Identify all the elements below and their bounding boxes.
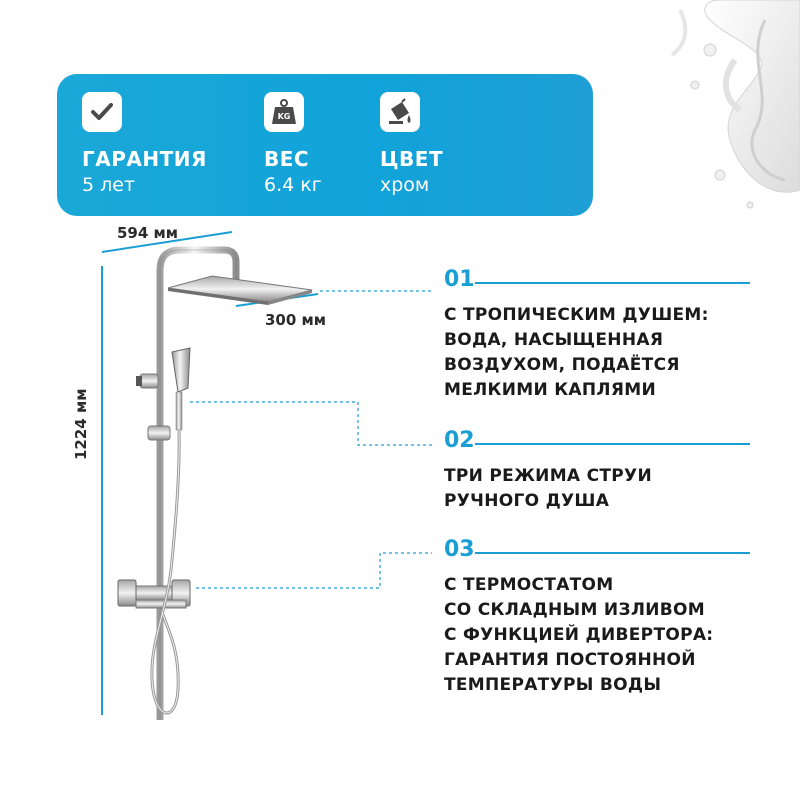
folding-spout [136,600,186,608]
spec-title: ВЕС [264,147,310,171]
wall-bracket-upper [140,374,158,388]
head-dimension-label: 300 мм [265,311,327,329]
feature-divider [444,282,750,284]
riser-pipe [160,250,236,720]
hand-shower-handle [176,392,182,430]
feature-text: С ТРОПИЧЕСКИМ ДУШЕМ: ВОДА, НАСЫЩЕННАЯ ВОЗДУХОМ, ПОДАЁТСЯ МЕЛКИМИ КАПЛЯМИ [444,305,709,400]
feature-number: 01 [444,267,475,292]
shower-hose [152,430,179,713]
spec-title: ГАРАНТИЯ [82,147,207,171]
thermostat-knob-left [118,580,136,606]
hand-shower-head [172,348,190,392]
spec-value: хром [380,174,430,196]
feature-number: 03 [444,537,475,562]
feature-03 [444,538,774,698]
feature-text: ТРИ РЕЖИМА СТРУИ РУЧНОГО ДУША [444,466,652,511]
spec-value: 6.4 кг [264,174,322,196]
width-dimension-label: 594 мм [117,224,179,242]
feature-text: С ТЕРМОСТАТОМ СО СКЛАДНЫМ ИЗЛИВОМ С ФУНКЦИЕЙ ДИВЕРТОРА: ГАРАНТИЯ ПОСТОЯННОЙ ТЕМПЕРАТУРЫ ВОДЫ [444,575,714,695]
slide-holder [148,426,170,440]
feature-divider [444,443,750,445]
spec-value: 5 лет [82,174,136,196]
callout-line-02 [190,402,432,445]
callout-line-03 [196,553,432,588]
feature-02 [444,429,774,514]
weight-icon-label: KG [277,112,291,121]
spec-title: ЦВЕТ [380,147,444,171]
height-dimension-label: 1224 мм [72,388,90,460]
feature-number: 02 [444,428,475,453]
feature-01 [444,268,774,403]
feature-divider [444,552,750,554]
